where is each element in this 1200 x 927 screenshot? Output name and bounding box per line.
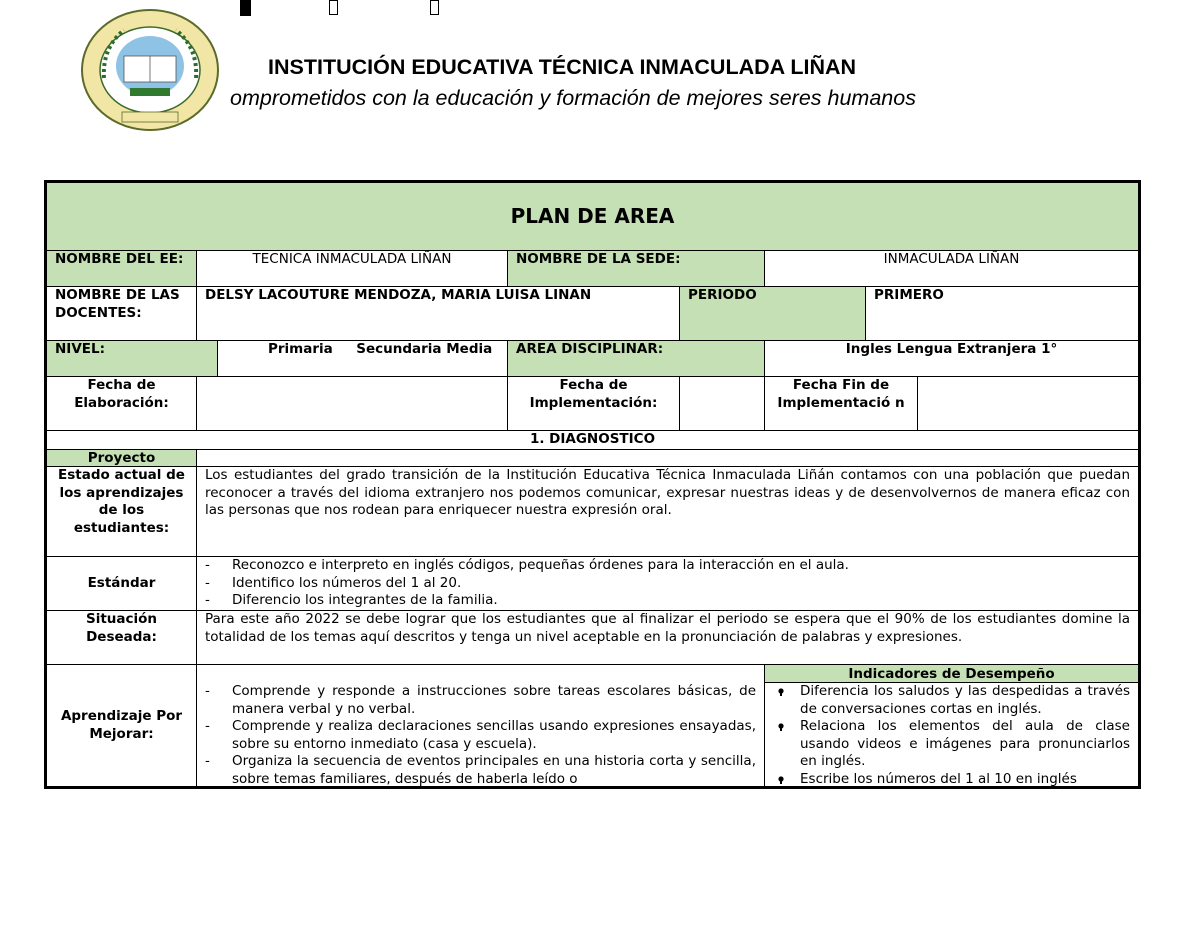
plan-table: [44, 180, 1141, 789]
estandar-list: [205, 557, 1130, 610]
institution-seal-logo: [80, 8, 220, 133]
indicadores-label: Indicadores de Desempeño: [764, 664, 1139, 683]
ee-value: TECNICA INMACULADA LIÑAN: [196, 250, 508, 287]
situacion-text: Para este año 2022 se debe lograr que los estudiantes que al finalizar el periodo se espera que el 90% de los estudiantes domine la totalidad de los temas aquí descritos y tenga un nivel aceptable en la pronunciación de palabras y expresiones.: [196, 610, 1139, 665]
area-value: Ingles Lengua Extranjera 1°: [764, 340, 1139, 377]
periodo-value: PRIMERO: [865, 286, 1139, 341]
institution-motto: omprometidos con la educación y formación de mejores seres humanos: [230, 86, 916, 110]
list-item: Relaciona los elementos del aula de clase usando videos e imágenes para pronunciarlos en inglés.: [773, 718, 1130, 771]
bullet-icon: [777, 723, 785, 731]
list-item: - Diferencio los integrantes de la familia.: [205, 592, 1130, 610]
list-item: - Comprende y responde a instrucciones sobre tareas escolares básicas, de manera verbal y no verbal.: [205, 683, 756, 718]
square-icon: [240, 0, 251, 16]
list-item: - Reconozco e interpreto en inglés códigos, pequeñas órdenes para la interacción en el aula.: [205, 557, 1130, 575]
sede-label: NOMBRE DE LA SEDE:: [507, 250, 765, 287]
plan-title: PLAN DE AREA: [510, 203, 675, 228]
situacion-label: Situación Deseada:: [46, 610, 197, 665]
proyecto-value: [196, 449, 1139, 467]
list-item: - Organiza la secuencia de eventos principales en una historia corta y sencilla, sobre temas familiares, después de haberla leído o: [205, 753, 756, 787]
list-item: - Comprende y realiza declaraciones sencillas usando expresiones ensayadas, sobre su entorno inmediato (casa y escuela).: [205, 718, 756, 753]
nivel-value: Primaria Secundaria Media: [217, 340, 508, 377]
diagnostico-heading: 1. DIAGNOSTICO: [46, 430, 1139, 450]
fecha-fin-label: Fecha Fin de Implementació n: [764, 376, 918, 431]
proyecto-label: Proyecto: [46, 449, 197, 467]
institution-title: INSTITUCIÓN EDUCATIVA TÉCNICA INMACULADA LIÑAN: [268, 55, 857, 79]
list-item: - Identifico los números del 1 al 20.: [205, 575, 1130, 593]
indicadores-list: [773, 683, 1130, 787]
missing-glyph-icon: [430, 0, 439, 15]
aprendizaje-label: Aprendizaje Por Mejorar:: [60, 707, 183, 742]
estandar-list-cell: [196, 556, 1139, 611]
periodo-label: PERIODO: [679, 286, 866, 341]
list-item: Escribe los números del 1 al 10 en inglés: [773, 771, 1130, 787]
aprendizaje-list: [205, 683, 756, 787]
plan-title-cell: [46, 182, 1139, 251]
nivel-label: NIVEL:: [46, 340, 218, 377]
aprendizaje-label-cell: [46, 664, 197, 787]
estado-label: Estado actual de los aprendizajes de los estudiantes:: [46, 466, 197, 557]
fecha-elaboracion-label: Fecha de Elaboración:: [46, 376, 197, 431]
sede-value: INMACULADA LIÑAN: [764, 250, 1139, 287]
fecha-implementacion-value: [679, 376, 765, 431]
estado-text: Los estudiantes del grado transición de la Institución Educativa Técnica Inmaculada Liñán contamos con una población que puedan reconocer a través del idioma extranjero nos podemos comunicar, expresar nuestras ideas y de desenvolvernos de manera eficaz con las personas que nos rodean para enriquecer nuestra expresión oral.: [196, 466, 1139, 557]
list-item: Diferencia los saludos y las despedidas a través de conversaciones cortas en inglés.: [773, 683, 1130, 718]
aprendizaje-list-cell: [196, 664, 765, 787]
fecha-fin-value: [917, 376, 1139, 431]
indicadores-list-cell: [764, 682, 1139, 787]
estandar-label: Estándar: [87, 574, 156, 591]
bullet-icon: [777, 688, 785, 696]
docentes-value: DELSY LACOUTURE MENDOZA, MARIA LUISA LINAN: [196, 286, 680, 341]
fecha-elaboracion-value: [196, 376, 508, 431]
estandar-label-cell: [46, 556, 197, 611]
missing-glyph-icon: [329, 0, 338, 15]
bullet-icon: [777, 776, 785, 784]
fecha-implementacion-label: Fecha de Implementación:: [507, 376, 680, 431]
ee-label: NOMBRE DEL EE:: [46, 250, 197, 287]
docentes-label: NOMBRE DE LAS DOCENTES:: [46, 286, 197, 341]
area-label: AREA DISCIPLINAR:: [507, 340, 765, 377]
